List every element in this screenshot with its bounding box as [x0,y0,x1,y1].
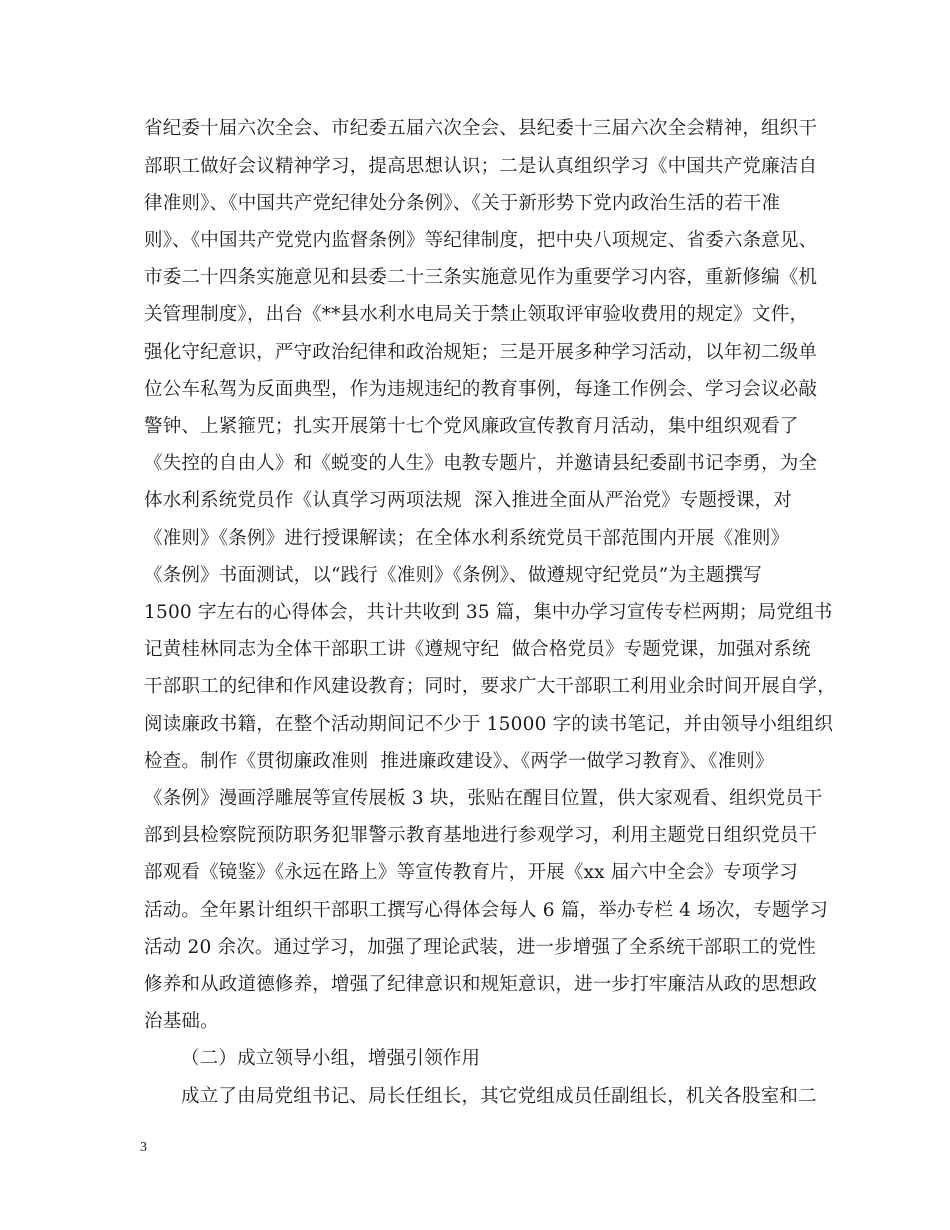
body-text-line: 市委二十四条实施意见和县委二十三条实施意见作为重要学习内容，重新修编《机 [144,267,818,288]
body-text-line: 省纪委十届六次全会、市纪委五届六次全会、县纪委十三届六次全会精神，组织干 [144,118,818,139]
body-text-line: 强化守纪意识，严守政治纪律和政治规矩；三是开展多种学习活动，以年初二级单 [144,342,818,363]
body-text-line: 检查。制作《贯彻廉政准则 推进廉政建设》、《两学一做学习教育》、《准则》 [144,751,774,772]
body-text-line: 《条例》书面测试，以“践行《准则》《条例》、做遵规守纪党员”为主题撰写 [144,565,762,586]
body-text-line: 《失控的自由人》和《蜕变的人生》电教专题片，并邀请县纪委副书记李勇，为全 [144,453,818,474]
body-text-line: 体水利系统党员作《认真学习两项法规 深入推进全面从严治党》专题授课，对 [144,490,792,511]
page-number: 3 [140,1140,147,1155]
body-text-line: 则》、《中国共产党党内监督条例》等纪律制度，把中央八项规定、省委六条意见、 [144,230,818,251]
section-heading: （二）成立领导小组，增强引领作用 [181,1048,481,1069]
body-text-line: 阅读廉政书籍，在整个活动期间记不少于 15000 字的读书笔记，并由领导小组组织 [144,714,834,735]
body-text-line: 记黄桂林同志为全体干部职工讲《遵规守纪 做合格党员》专题党课，加强对系统 [144,639,811,660]
body-text-line: 《准则》《条例》进行授课解读；在全体水利系统党员干部范围内开展《准则》 [144,528,790,549]
body-text-line: 关管理制度》，出台《**县水利水电局关于禁止领取评审验收费用的规定》文件， [144,304,809,325]
body-text-line: 部观看《镜鉴》《永远在路上》等宣传教育片，开展《xx 届六中全会》专项学习 [144,862,798,883]
body-text-line: 《条例》漫画浮雕展等宣传展板 3 块，张贴在醒目位置，供大家观看、组织党员干 [144,788,823,809]
body-text-line: 治基础。 [144,1011,219,1032]
body-text-line: 活动。全年累计组织干部职工撰写心得体会每人 6 篇，举办专栏 4 场次，专题学习 [144,900,829,921]
body-text-line: 律准则》、《中国共产党纪律处分条例》、《关于新形势下党内政治生活的若干准 [144,193,781,214]
body-text-line: 部到县检察院预防职务犯罪警示教育基地进行参观学习，利用主题党日组织党员干 [144,825,818,846]
body-text-line: 修养和从政道德修养，增强了纪律意识和规矩意识，进一步打牢廉洁从政的思想政 [144,974,818,995]
body-text-line: 位公车私驾为反面典型，作为违规违纪的教育事例，每逢工作例会、学习会议必敲 [144,379,818,400]
body-text-line: 干部职工的纪律和作风建设教育；同时，要求广大干部职工利用业余时间开展自学， [144,676,836,697]
body-text-line: 警钟、上紧箍咒；扎实开展第十七个党风廉政宣传教育月活动，集中组织观看了 [144,416,799,437]
body-text-line: 成立了由局党组书记、局长任组长，其它党组成员任副组长，机关各股室和二 [181,1086,817,1107]
body-text-line: 1500 字左右的心得体会，共计共收到 35 篇，集中办学习宣传专栏两期；局党组书 [144,602,833,623]
body-text-line: 部职工做好会议精神学习，提高思想认识；二是认真组织学习《中国共产党廉洁自 [144,156,818,177]
body-text-line: 活动 20 余次。通过学习，加强了理论武装，进一步增强了全系统干部职工的党性 [144,937,816,958]
